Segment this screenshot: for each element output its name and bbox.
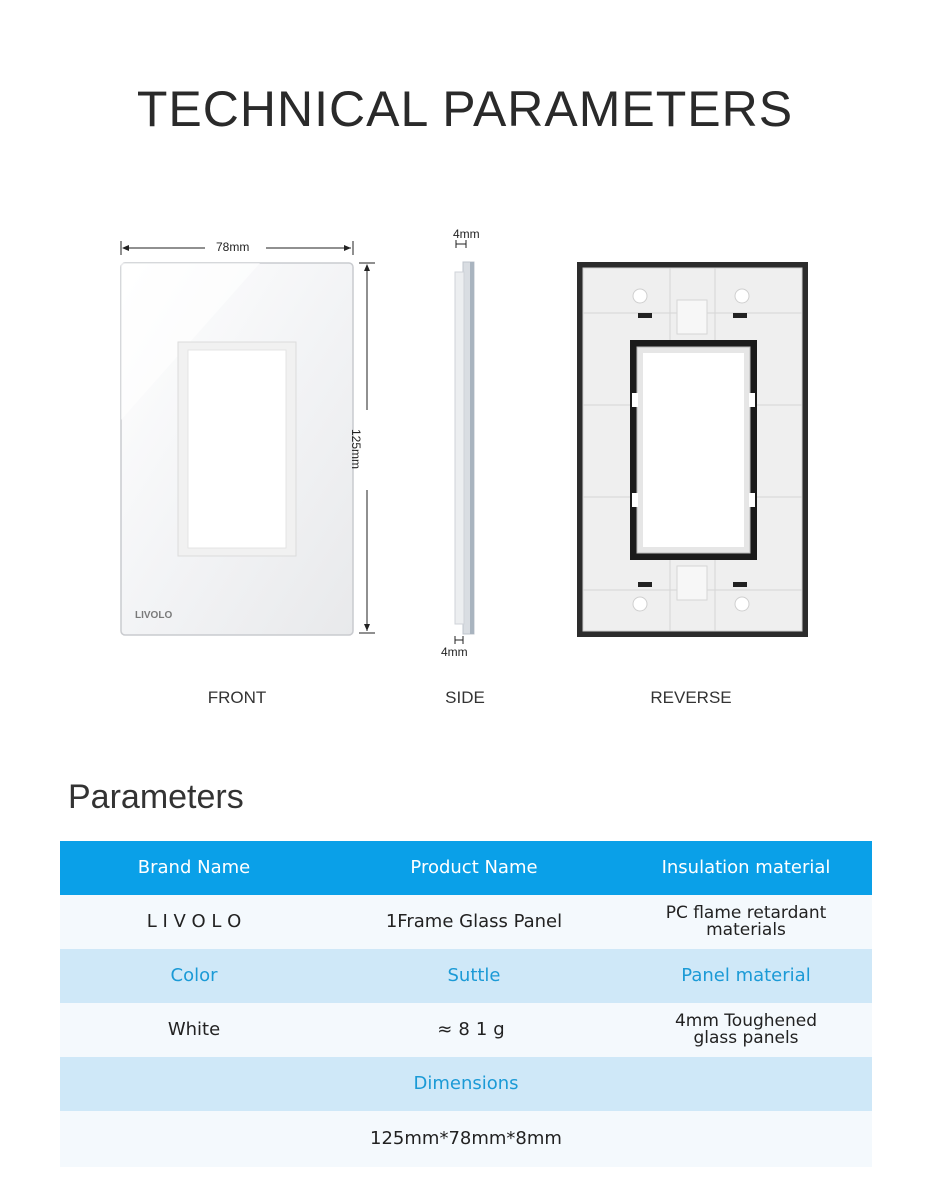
front-label: FRONT: [207, 688, 267, 707]
brand-mark: LIVOLO: [135, 610, 173, 621]
height-label: 125mm: [349, 428, 364, 470]
side-bottom-label: 4mm: [441, 645, 468, 659]
insulation-material-value: PC flame retardant materials: [620, 895, 872, 949]
front-panel: [121, 263, 353, 635]
dimensions-value: 125mm*78mm*8mm: [60, 1111, 872, 1167]
header-insulation-material: Insulation material: [620, 841, 872, 895]
parameters-table: [60, 841, 872, 1167]
table-row: [60, 895, 872, 949]
table-row: [60, 949, 872, 1003]
reverse-label: REVERSE: [650, 688, 732, 707]
side-panel: [455, 240, 474, 644]
header-brand-name: Brand Name: [60, 841, 328, 895]
table-row: [60, 1003, 872, 1057]
suttle-label: Suttle: [328, 949, 620, 1003]
header-product-name: Product Name: [328, 841, 620, 895]
color-value: White: [60, 1003, 328, 1057]
panel-material-value: 4mm Toughened glass panels: [620, 1003, 872, 1057]
table-row: [60, 1111, 872, 1167]
side-top-label: 4mm: [453, 227, 480, 241]
width-label: 78mm: [216, 240, 250, 254]
color-label: Color: [60, 949, 328, 1003]
product-name-value: 1Frame Glass Panel: [328, 895, 620, 949]
brand-name-value: L I V O L O: [60, 895, 328, 949]
dimensions-label: Dimensions: [60, 1057, 872, 1111]
suttle-value: ≈81g: [328, 1003, 620, 1057]
panel-material-label: Panel material: [620, 949, 872, 1003]
table-row: [60, 841, 872, 895]
parameters-title: Parameters: [68, 778, 244, 816]
side-label: SIDE: [445, 688, 485, 707]
table-row: [60, 1057, 872, 1111]
page-title: TECHNICAL PARAMETERS: [136, 81, 794, 137]
reverse-panel: [577, 262, 808, 637]
